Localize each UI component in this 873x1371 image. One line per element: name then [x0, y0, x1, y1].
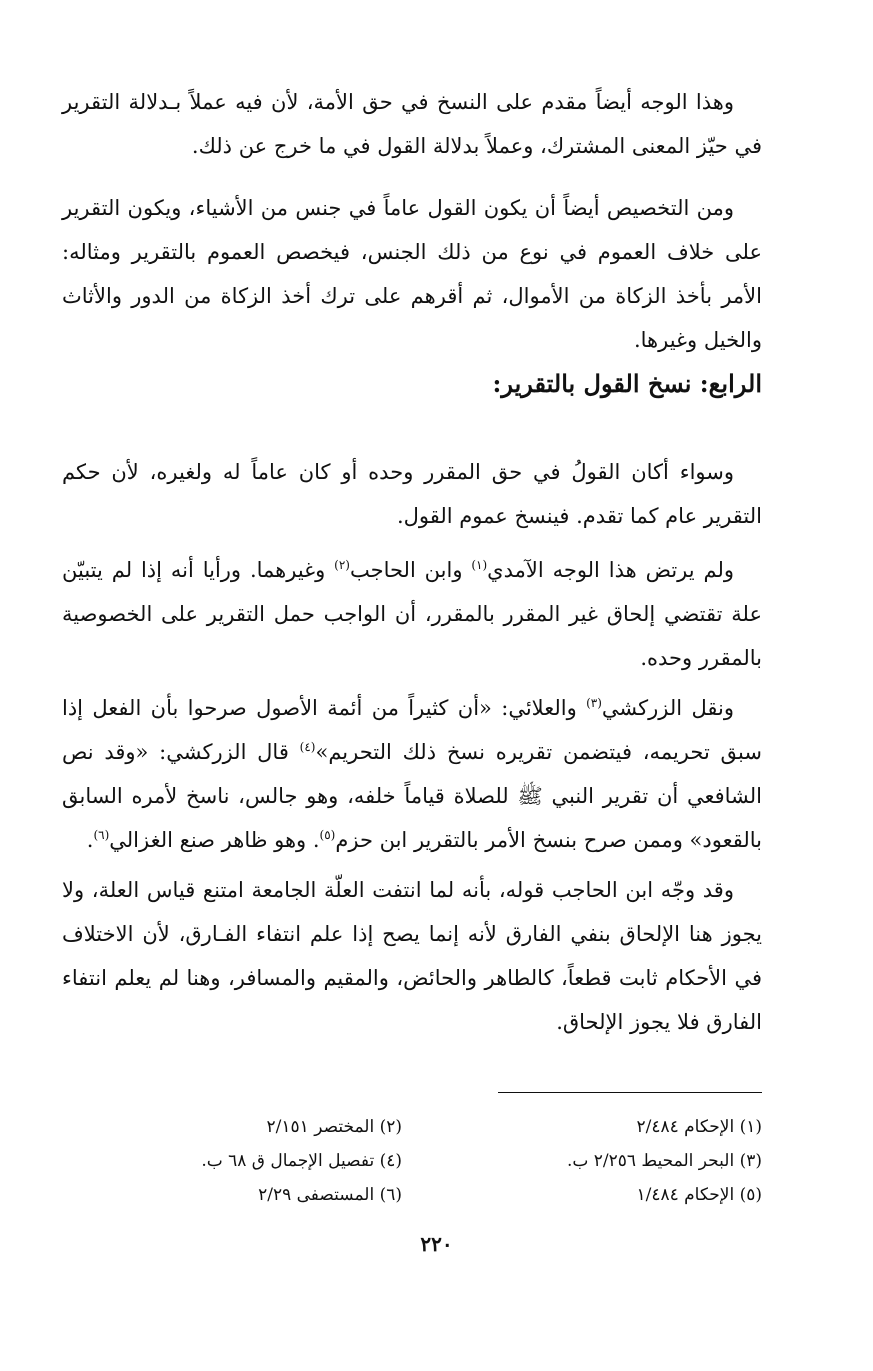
footnote-ref-2: (٢): [334, 558, 350, 572]
footnote-ref-4: (٤): [299, 740, 316, 754]
paragraph-6-block: [62, 868, 762, 1044]
section-heading-block: [62, 362, 762, 406]
paragraph-3: وسواء أكان القولُ في حق المقرر وحده أو كان عاماً له ولغيره، لأن حكم التقرير عام كما تقدم. فينسخ عموم القول.: [62, 460, 762, 528]
footnote-ref-6: (٦): [93, 828, 110, 842]
paragraph-2: ومن التخصيص أيضاً أن يكون القول عاماً في جنس من الأشياء، ويكون التقرير على خلاف العموم في نوع من ذلك الجنس، فيخصص العموم بالتقرير ومثاله: الأمر بأخذ الزكاة من الأموال، ثم أقرهم على ترك أخذ الزكاة من الدور والأثاث والخيل وغيرها.: [62, 196, 762, 352]
paragraph-4-part-c: وغيرهما. ورأيا أنه إذا لم يتبيّن علة تقتضي إلحاق غير المقرر بالمقرر، أن الواجب حمل التقرير على الخصوصية بالمقرر وحده.: [62, 558, 762, 670]
footnote-ref-5: (٥): [319, 828, 336, 842]
paragraph-1-block: [62, 80, 762, 168]
footnote-3: (٣) البحر المحيط ٢/٢٥٦ ب.: [566, 1151, 762, 1171]
paragraph-5: [62, 686, 762, 862]
paragraph-3-block: [62, 450, 762, 538]
paragraph-1: وهذا الوجه أيضاً مقدم على النسخ في حق الأمة، لأن فيه عملاً بـدلالة التقرير في حيّز المعنى المشترك، وعملاً بدلالة القول في ما خرج عن ذلك.: [62, 90, 762, 158]
paragraph-4-part-a: ولم يرتض هذا الوجه الآمدي: [487, 558, 734, 582]
footnote-1: (١) الإحكام ٢/٤٨٤: [636, 1117, 762, 1137]
paragraph-6: وقد وجّه ابن الحاجب قوله، بأنه لما انتفت العلّة الجامعة امتنع قياس العلة، ولا يجوز هنا الإلحاق بنفي الفارق لأنه إنما يصح إذا علم انتفاء الفـارق، لأن الاختلاف في الأحكام ثابت قطعاً، كالطاهر والحائض، والمقيم والمسافر، وهنا لم يعلم انتفاء الفارق فلا يجوز الإلحاق.: [62, 878, 762, 1034]
paragraph-5-part-d: . وهو ظاهر صنع الغزالي: [109, 828, 320, 852]
paragraph-4-part-b: وابن الحاجب: [349, 558, 472, 582]
footnote-2: (٢) المختصر ٢/١٥١: [266, 1117, 402, 1137]
paragraph-5-part-e: .: [86, 828, 94, 852]
paragraph-5-part-c: قال الزركشي: «وقد نص الشافعي أن تقرير النبي ﷺ للصلاة قياماً خلفه، وهو جالس، ناسخ لأمره السابق بالقعود» وممن صرح بنسخ الأمر بالتقرير ابن حزم: [62, 740, 762, 852]
paragraph-2-block: [62, 186, 762, 362]
footnote-ref-3: (٣): [586, 696, 602, 710]
paragraph-5-part-a: ونقل الزركشي: [601, 696, 734, 720]
page-number: ٢٢٠: [420, 1232, 453, 1256]
footnote-row: [110, 1144, 762, 1178]
footnote-5: (٥) الإحكام ١/٤٨٤: [636, 1185, 762, 1205]
footnotes: [110, 1110, 762, 1212]
footnote-row: [110, 1110, 762, 1144]
paragraph-5-part-b: والعلائي: «أن كثيراً من أئمة الأصول صرحوا بأن الفعل إذا سبق تحريمه، فيتضمن تقريره نسخ ذلك التحريم»: [62, 696, 762, 764]
footnote-6: (٦) المستصفى ٢/٢٩: [258, 1185, 402, 1205]
paragraph-4: [62, 548, 762, 680]
footnote-separator: [498, 1092, 762, 1093]
section-heading: الرابع: نسخ القول بالتقرير:: [492, 369, 762, 398]
paragraph-5-block: [62, 686, 762, 862]
footnote-ref-1: (١): [471, 558, 488, 572]
footnote-4: (٤) تفصيل الإجمال ق ٦٨ ب.: [201, 1151, 402, 1171]
footnote-row: [110, 1178, 762, 1212]
paragraph-4-block: [62, 548, 762, 680]
